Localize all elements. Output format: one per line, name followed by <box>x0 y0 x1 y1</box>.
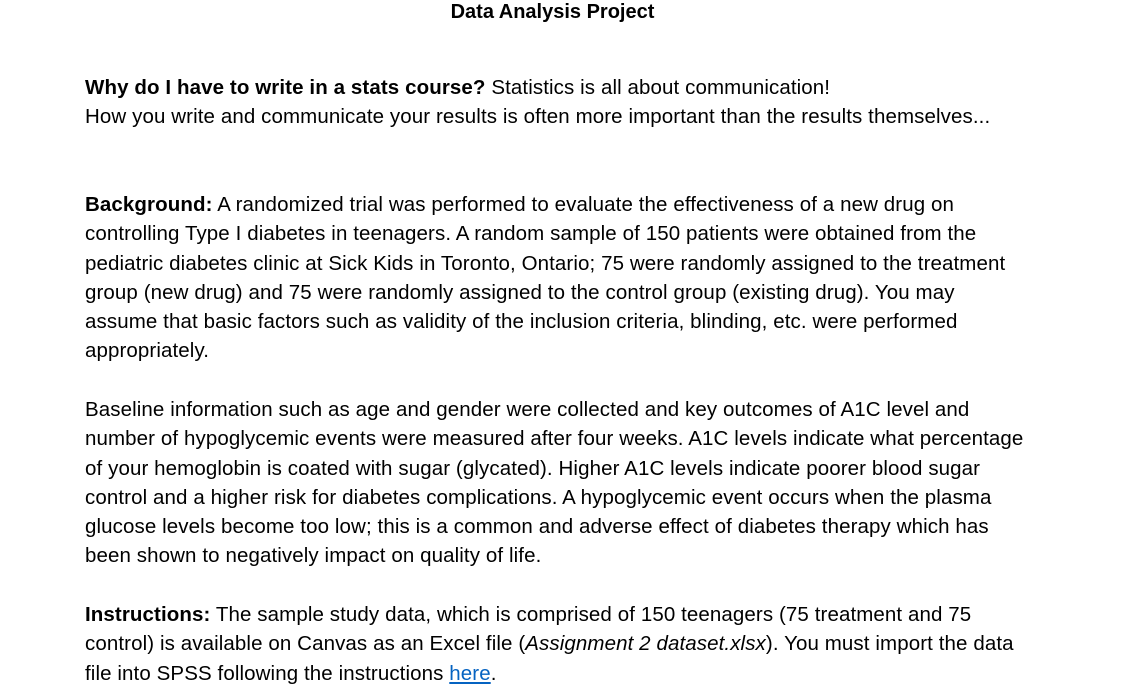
background-paragraph <box>85 190 1030 366</box>
baseline-paragraph <box>85 395 1030 571</box>
baseline-text: Baseline information such as age and gender were collected and key outcomes of A1C level and number of hypoglycemic events were measured after four weeks. A1C levels indicate what percentage of your hemoglobin is coated with sugar (glycated). Higher A1C levels indicate poorer blood sugar control and a higher risk for diabetes complications. A hypoglycemic event occurs when the plasma glucose levels become too low; this is a common and adverse effect of diabetes therapy which has been shown to negatively impact on quality of life. <box>85 398 1024 568</box>
instructions-here-link[interactable]: here <box>449 661 491 685</box>
instructions-text-middle: ). You must import the data file into SPSS following the instructions <box>85 632 1014 685</box>
why-line2: How you write and communicate your results is often more important than the results themselves... <box>85 105 991 129</box>
why-heading: Why do I have to write in a stats course? <box>85 76 486 99</box>
instructions-text-before: The sample study data, which is comprised of 150 teenagers (75 treatment and 75 control) is available on Canvas as an Excel file ( <box>85 603 972 656</box>
why-line1: Statistics is all about communication! <box>485 76 831 99</box>
instructions-heading: Instructions: <box>85 603 211 626</box>
why-paragraph <box>85 73 1030 132</box>
instructions-paragraph <box>85 600 1030 688</box>
document-title: Data Analysis Project <box>450 1 655 23</box>
dataset-filename: Assignment 2 dataset.xlsx <box>525 632 766 656</box>
instructions-text-after: . <box>490 661 497 685</box>
background-heading: Background: <box>85 193 213 216</box>
background-text: A randomized trial was performed to evaluate the effectiveness of a new drug on controlling Type I diabetes in teenagers. A random sample of 150 patients were obtained from the pediatric diabetes clinic at Sick Kids in Toronto, Ontario; 75 were randomly assigned to the treatment group (new drug) and 75 were randomly assigned to the control group (existing drug). You may assume that basic factors such as validity of the inclusion criteria, blinding, etc. were performed appropriately. <box>85 193 1006 363</box>
